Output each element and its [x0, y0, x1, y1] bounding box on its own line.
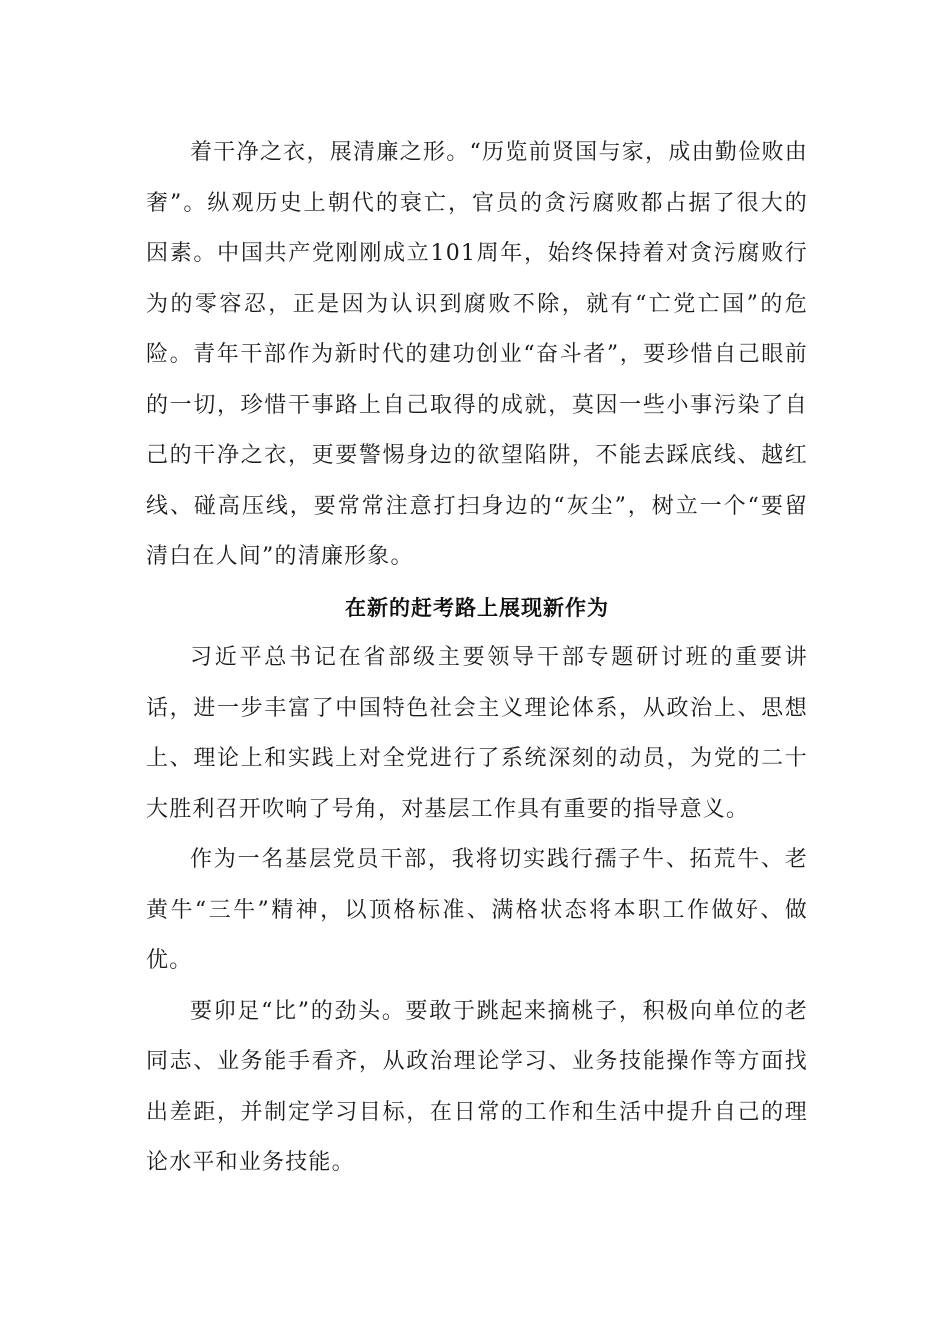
document-body [146, 128, 808, 1189]
paragraph-integrity: 着干净之衣，展清廉之形。“历览前贤国与家，成由勤俭败由奢”。纵观历史上朝代的衰亡，官员的贪污腐败都占据了很大的因素。中国共产党刚刚成立101周年，始终保持着对贪污腐败行为的零容忍，正是因为认识到腐败不除，就有“亡党亡国”的危险。青年干部作为新时代的建功创业“奋斗者”，要珍惜自己眼前的一切，珍惜干事路上自己取得的成就，莫因一些小事污染了自己的干净之衣，更要警惕身边的欲望陷阱，不能去踩底线、越红线、碰高压线，要常常注意打扫身边的“灰尘”，树立一个“要留清白在人间”的清廉形象。 [146, 140, 808, 569]
paragraph-compare: 要卯足“比”的劲头。要敢于跳起来摘桃子，积极向单位的老同志、业务能手看齐，从政治理论学习、业务技能操作等方面找出差距，并制定学习目标，在日常的工作和生活中提升自己的理论水平和业务技能。 [146, 998, 808, 1175]
paragraph-three-oxen: 作为一名基层党员干部，我将切实践行孺子牛、拓荒牛、老黄牛“三牛”精神，以顶格标准、满格状态将本职工作做好、做优。 [146, 847, 808, 973]
section-heading: 在新的赶考路上展现新作为 [345, 595, 609, 620]
paragraph-speech: 习近平总书记在省部级主要领导干部专题研讨班的重要讲话，进一步丰富了中国特色社会主义理论体系，从政治上、思想上、理论上和实践上对全党进行了系统深刻的动员，为党的二十大胜利召开吹响了号角，对基层工作具有重要的指导意义。 [146, 645, 808, 822]
